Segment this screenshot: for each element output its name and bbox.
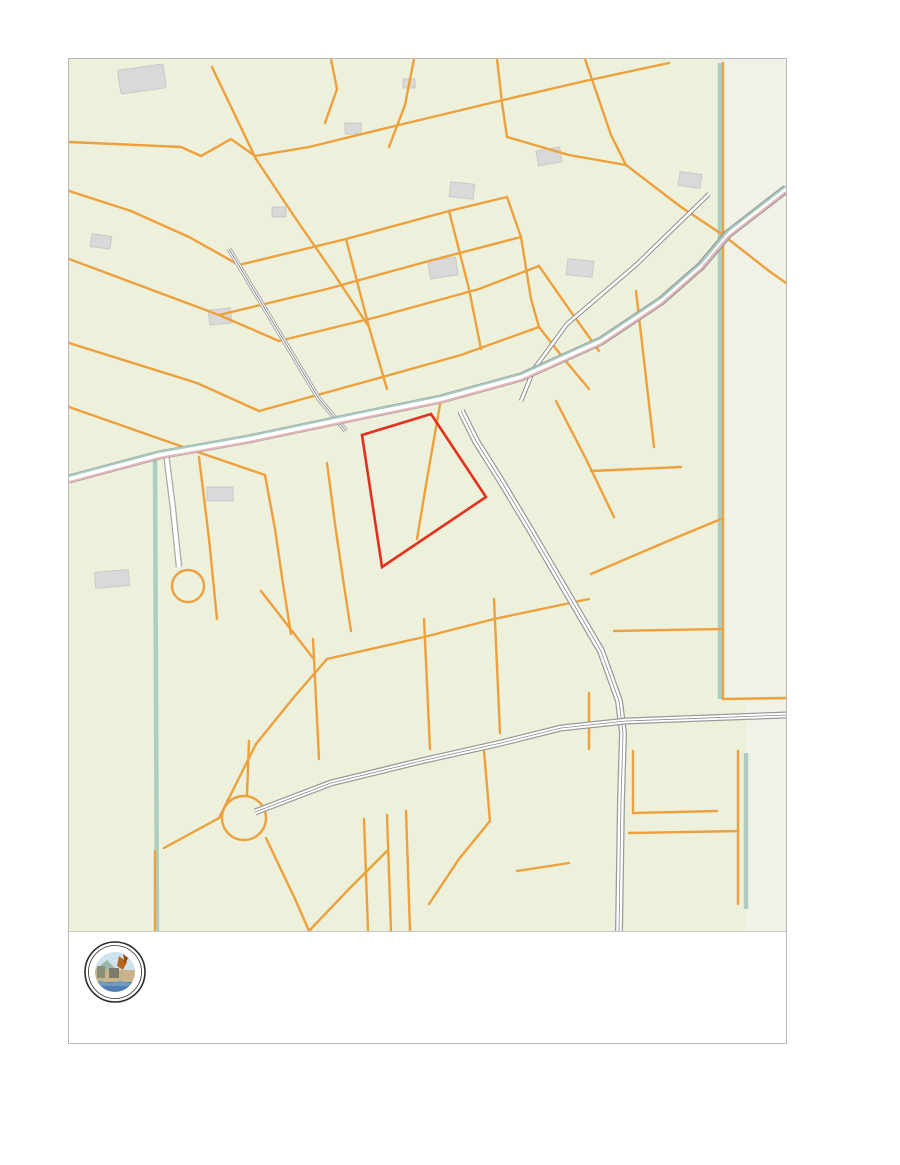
disclaimer-section [69,932,786,1043]
parcel-map [69,59,786,931]
map-outside-area-right [723,59,786,699]
print-content-frame [68,58,787,1044]
yavapai-county-seal [83,940,147,1004]
seal-scene [95,952,135,992]
parcel-map-container [69,59,786,932]
map-background [69,59,786,931]
map-outside-area-bottomright [746,699,786,931]
